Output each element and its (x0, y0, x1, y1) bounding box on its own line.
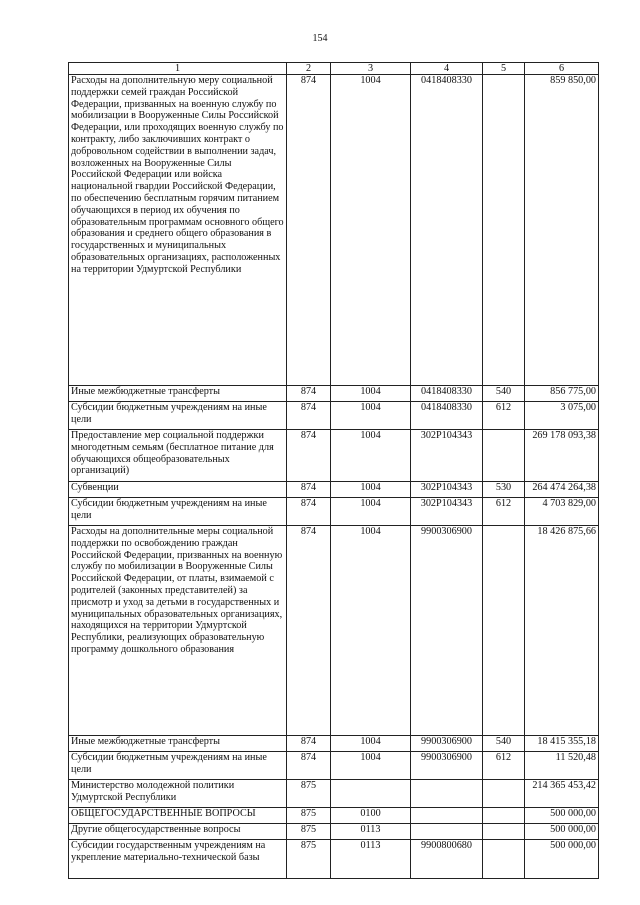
budget-table (68, 62, 599, 879)
target-article-code (411, 808, 483, 824)
table-row (69, 808, 599, 824)
target-article-code: 302Р104343 (411, 498, 483, 526)
section-code: 1004 (331, 402, 411, 430)
target-article-code (411, 780, 483, 808)
section-code: 1004 (331, 430, 411, 482)
amount: 500 000,00 (525, 824, 599, 840)
section-code: 0113 (331, 840, 411, 879)
page-number: 154 (312, 33, 328, 44)
row-description: Предоставление мер социальной поддержки многодетным семьям (бесплатное питание для обучающихся общеобразовательных организаций) (69, 430, 287, 482)
row-description: Субсидии государственным учреждениям на укрепление материально-технической базы (69, 840, 287, 879)
amount: 500 000,00 (525, 808, 599, 824)
table-row (69, 736, 599, 752)
expense-type-code (483, 75, 525, 386)
admin-code: 874 (287, 402, 331, 430)
row-description: Субвенции (69, 482, 287, 498)
expense-type-code (483, 430, 525, 482)
admin-code: 875 (287, 808, 331, 824)
section-code: 0100 (331, 808, 411, 824)
table-row (69, 482, 599, 498)
expense-type-code (483, 526, 525, 736)
table-row (69, 402, 599, 430)
amount: 269 178 093,38 (525, 430, 599, 482)
amount: 214 365 453,42 (525, 780, 599, 808)
row-description: Субсидии бюджетным учреждениям на иные цели (69, 752, 287, 780)
row-description: Министерство молодежной политики Удмуртской Республики (69, 780, 287, 808)
table-row (69, 780, 599, 808)
expense-type-code (483, 780, 525, 808)
target-article-code: 302Р104343 (411, 430, 483, 482)
column-number: 1 (69, 63, 287, 75)
column-number: 2 (287, 63, 331, 75)
section-code: 1004 (331, 736, 411, 752)
table-row (69, 840, 599, 879)
expense-type-code (483, 808, 525, 824)
row-description: Расходы на дополнительную меру социальной поддержки семей граждан Российской Федерации, призванных на военную службу по мобилизации в Вооруженные Силы Российской Федерации, или проходящих военную службу по контракту, либо заключивших контракт о добровольном содействии в выполнении задач, возложенных на Вооруженные Силы Российской Федерации или войска национальной гвардии Российской Федерации, по обеспечению бесплатным горячим питанием обучающихся в период их обучения по образовательным программам основного общего образования и среднего общего образования в государственных и муниципальных образовательных организациях, расположенных на территории Удмуртской Республики (69, 75, 287, 386)
admin-code: 875 (287, 840, 331, 879)
section-code: 1004 (331, 526, 411, 736)
expense-type-code (483, 824, 525, 840)
table-row (69, 386, 599, 402)
column-number: 6 (525, 63, 599, 75)
target-article-code: 9900800680 (411, 840, 483, 879)
expense-type-code: 612 (483, 752, 525, 780)
row-description: Другие общегосударственные вопросы (69, 824, 287, 840)
target-article-code: 0418408330 (411, 402, 483, 430)
section-code: 1004 (331, 482, 411, 498)
amount: 500 000,00 (525, 840, 599, 879)
admin-code: 874 (287, 482, 331, 498)
section-code: 1004 (331, 386, 411, 402)
expense-type-code: 612 (483, 402, 525, 430)
admin-code: 875 (287, 780, 331, 808)
amount: 856 775,00 (525, 386, 599, 402)
section-code: 0113 (331, 824, 411, 840)
amount: 18 426 875,66 (525, 526, 599, 736)
section-code (331, 780, 411, 808)
table-row (69, 752, 599, 780)
admin-code: 874 (287, 75, 331, 386)
table-row (69, 498, 599, 526)
target-article-code: 9900306900 (411, 752, 483, 780)
admin-code: 874 (287, 526, 331, 736)
expense-type-code (483, 840, 525, 879)
row-description: Субсидии бюджетным учреждениям на иные цели (69, 498, 287, 526)
amount: 264 474 264,38 (525, 482, 599, 498)
admin-code: 874 (287, 498, 331, 526)
expense-type-code: 530 (483, 482, 525, 498)
target-article-code: 0418408330 (411, 75, 483, 386)
row-description: Субсидии бюджетным учреждениям на иные цели (69, 402, 287, 430)
amount: 11 520,48 (525, 752, 599, 780)
table-row (69, 430, 599, 482)
target-article-code: 302Р104343 (411, 482, 483, 498)
column-number: 4 (411, 63, 483, 75)
section-code: 1004 (331, 75, 411, 386)
section-code: 1004 (331, 752, 411, 780)
expense-type-code: 540 (483, 386, 525, 402)
amount: 859 850,00 (525, 75, 599, 386)
admin-code: 874 (287, 430, 331, 482)
target-article-code: 9900306900 (411, 526, 483, 736)
amount: 3 075,00 (525, 402, 599, 430)
column-number-row (69, 63, 599, 75)
table-row (69, 75, 599, 386)
admin-code: 874 (287, 736, 331, 752)
row-description: Иные межбюджетные трансферты (69, 386, 287, 402)
admin-code: 874 (287, 752, 331, 780)
amount: 18 415 355,18 (525, 736, 599, 752)
column-number: 5 (483, 63, 525, 75)
section-code: 1004 (331, 498, 411, 526)
row-description: Иные межбюджетные трансферты (69, 736, 287, 752)
target-article-code (411, 824, 483, 840)
amount: 4 703 829,00 (525, 498, 599, 526)
expense-type-code: 612 (483, 498, 525, 526)
target-article-code: 9900306900 (411, 736, 483, 752)
row-description: Расходы на дополнительные меры социальной поддержки по освобождению граждан Российской Федерации, призванных на военную службу по мобилизации в Вооруженные Силы Российской Федерации, от платы, взимаемой с родителей (законных представителей) за присмотр и уход за детьми в государственных и муниципальных образовательных организациях, находящихся на территории Удмуртской Республики, реализующих образовательную программу дошкольного образования (69, 526, 287, 736)
row-description: ОБЩЕГОСУДАРСТВЕННЫЕ ВОПРОСЫ (69, 808, 287, 824)
admin-code: 875 (287, 824, 331, 840)
table-row (69, 824, 599, 840)
table-row (69, 526, 599, 736)
expense-type-code: 540 (483, 736, 525, 752)
admin-code: 874 (287, 386, 331, 402)
target-article-code: 0418408330 (411, 386, 483, 402)
column-number: 3 (331, 63, 411, 75)
